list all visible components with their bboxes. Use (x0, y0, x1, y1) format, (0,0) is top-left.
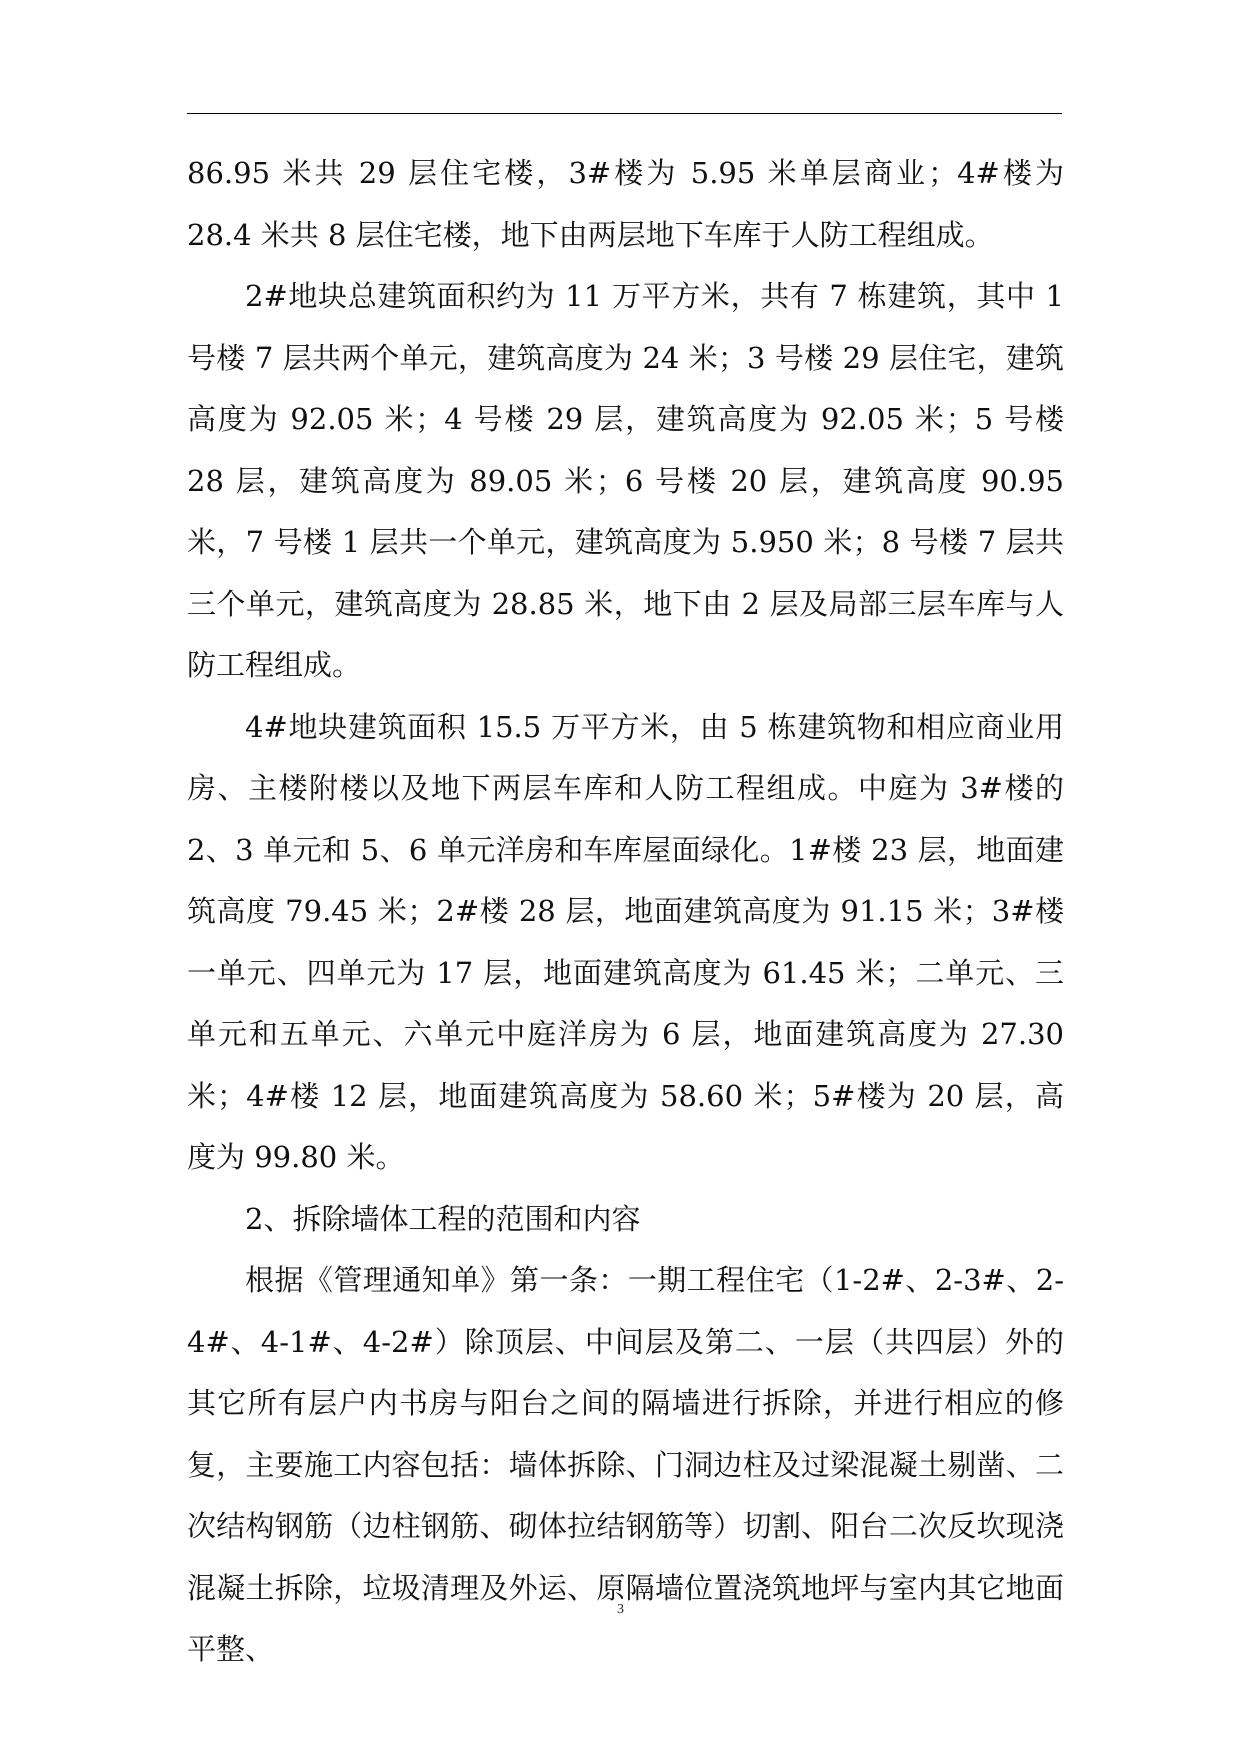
page-number: 3 (617, 1602, 624, 1617)
paragraph: 根据《管理通知单》第一条：一期工程住宅（1-2#、2-3#、2-4#、4-1#、4-2#）除顶层、中间层及第二、一层（共四层）外的其它所有层户内书房与阳台之间的隔墙进行拆除，并进行相应的修复，主要施工内容包括：墙体拆除、门洞边柱及过梁混凝土剔凿、二次结构钢筋（边柱钢筋、砌体拉结钢筋等）切割、阳台二次反坎现浇混凝土拆除，垃圾清理及外运、原隔墙位置浇筑地坪与室内其它地面平整、 (187, 1263, 1064, 1666)
paragraph: 86.95 米共 29 层住宅楼，3#楼为 5.95 米单层商业；4#楼为 28.4 米共 8 层住宅楼，地下由两层地下车库于人防工程组成。 (187, 156, 1064, 252)
body-text (187, 143, 1064, 1681)
paragraph: 4#地块建筑面积 15.5 万平方米，由 5 栋建筑物和相应商业用房、主楼附楼以及地下两层车库和人防工程组成。中庭为 3#楼的 2、3 单元和 5、6 单元洋房和车库屋面绿化。1#楼 23 层，地面建筑高度 79.45 米；2#楼 28 层，地面建筑高度为 91.15 米；3#楼一单元、四单元为 17 层，地面建筑高度为 61.45 米；二单元、三单元和五单元、六单元中庭洋房为 6 层，地面建筑高度为 27.30 米；4#楼 12 层，地面建筑高度为 58.60 米；5#楼为 20 层，高度为 99.80 米。 (187, 709, 1064, 1174)
header-rule (187, 113, 1062, 114)
paragraph: 2#地块总建筑面积约为 11 万平方米，共有 7 栋建筑，其中 1 号楼 7 层共两个单元，建筑高度为 24 米；3 号楼 29 层住宅，建筑高度为 92.05 米；4 号楼 29 层，建筑高度为 92.05 米；5 号楼 28 层，建筑高度为 89.05 米；6 号楼 20 层，建筑高度 90.95 米，7 号楼 1 层共一个单元，建筑高度为 5.950 米；8 号楼 7 层共三个单元，建筑高度为 28.85 米，地下由 2 层及局部三层车库与人防工程组成。 (187, 279, 1064, 682)
section-heading: 2、拆除墙体工程的范围和内容 (245, 1201, 641, 1236)
